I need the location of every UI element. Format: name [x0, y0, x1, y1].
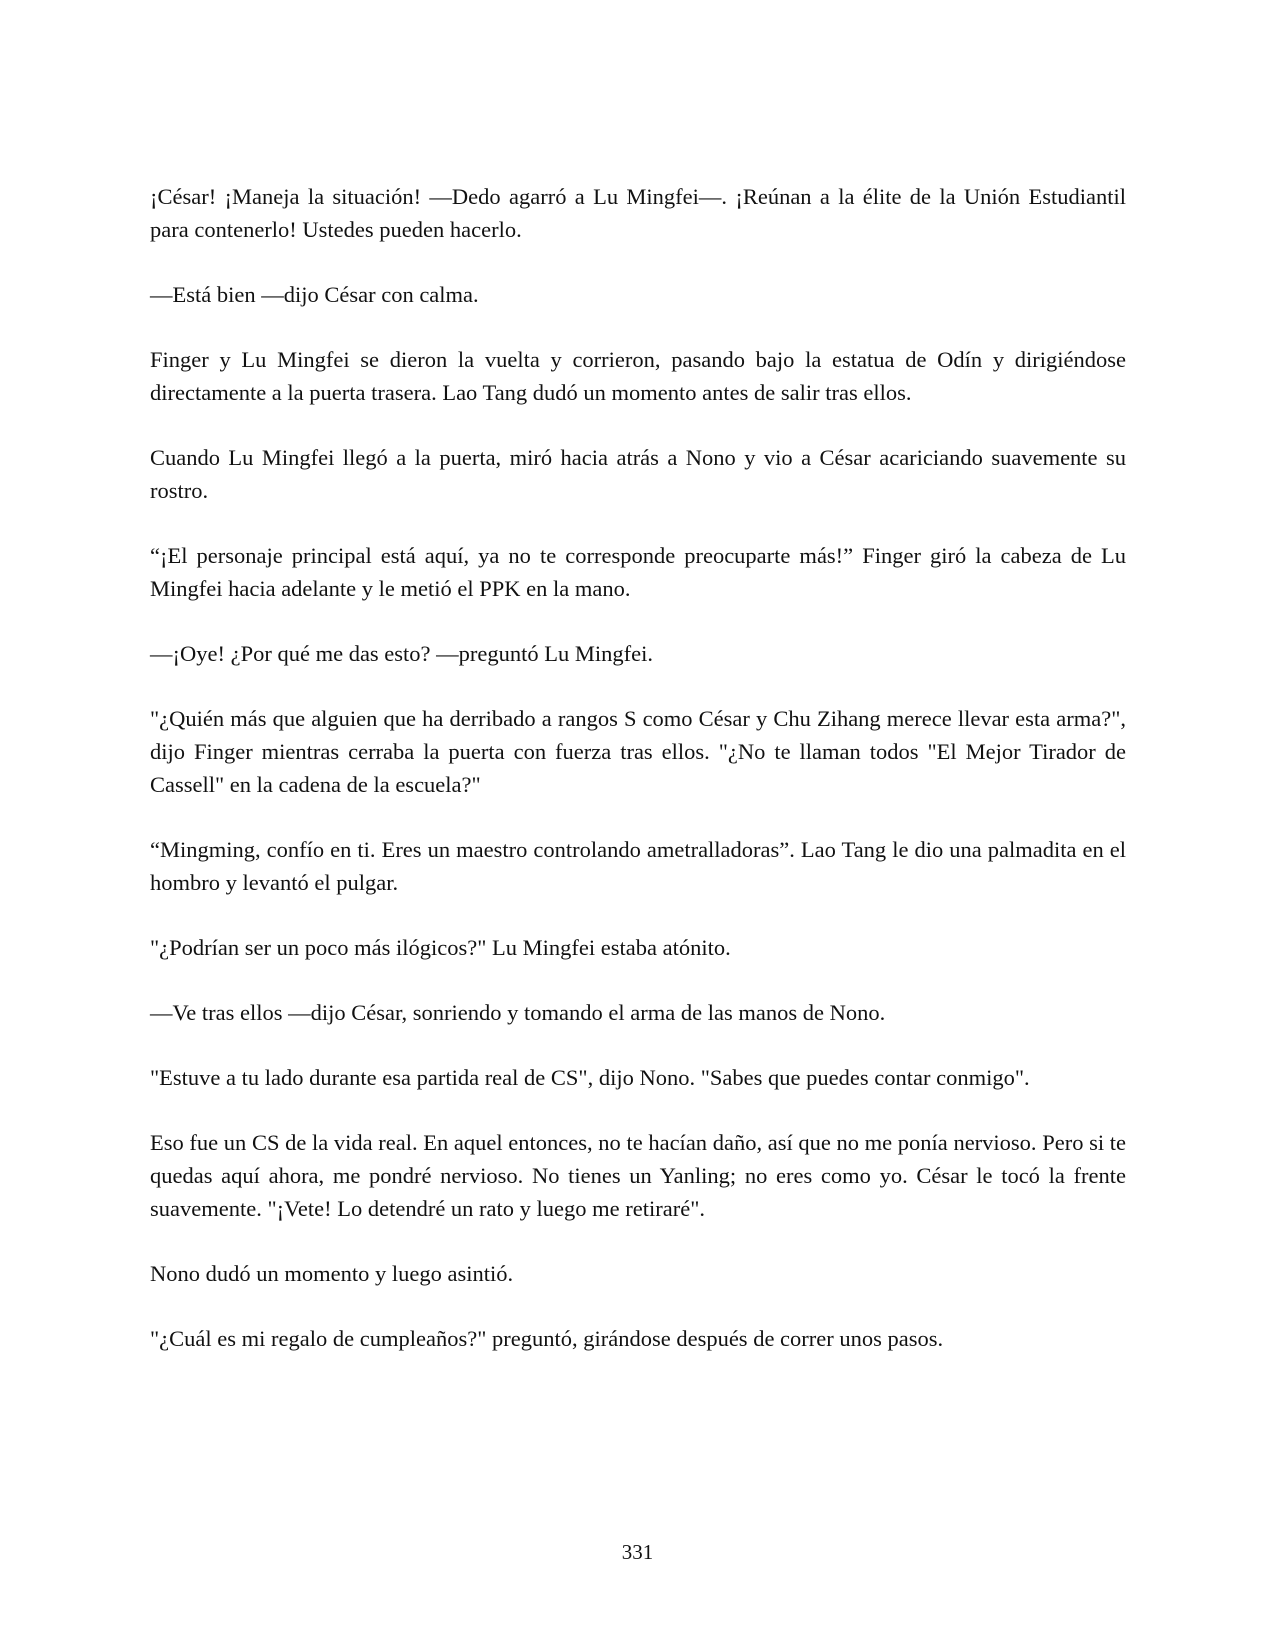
- paragraph: Cuando Lu Mingfei llegó a la puerta, miró hacia atrás a Nono y vio a César acariciando suavemente su rostro.: [150, 445, 1126, 503]
- page-number: 331: [621, 1540, 654, 1564]
- paragraph: “Mingming, confío en ti. Eres un maestro controlando ametralladoras”. Lao Tang le dio una palmadita en el hombro y levantó el pulgar.: [150, 837, 1126, 895]
- paragraph: Eso fue un CS de la vida real. En aquel entonces, no te hacían daño, así que no me ponía nervioso. Pero si te quedas aquí ahora, me pondré nervioso. No tienes un Yanling; no eres como yo. César le tocó la frente suavemente. "¡Vete! Lo detendré un rato y luego me retiraré".: [150, 1130, 1126, 1221]
- paragraph: "¿Cuál es mi regalo de cumpleaños?" preguntó, girándose después de correr unos pasos.: [150, 1326, 944, 1351]
- paragraph: —Ve tras ellos —dijo César, sonriendo y tomando el arma de las manos de Nono.: [150, 1000, 886, 1025]
- paragraph: "Estuve a tu lado durante esa partida real de CS", dijo Nono. "Sabes que puedes contar conmigo".: [150, 1065, 1030, 1090]
- paragraph: —Está bien —dijo César con calma.: [150, 282, 479, 307]
- paragraph: "¿Quién más que alguien que ha derribado a rangos S como César y Chu Zihang merece llevar esta arma?", dijo Finger mientras cerraba la puerta con fuerza tras ellos. "¿No te llaman todos "El Mejor Tirador de Cassell" en la cadena de la escuela?": [150, 706, 1126, 797]
- paragraph: "¿Podrían ser un poco más ilógicos?" Lu Mingfei estaba atónito.: [150, 935, 731, 960]
- paragraph: “¡El personaje principal está aquí, ya no te corresponde preocuparte más!” Finger giró la cabeza de Lu Mingfei hacia adelante y le metió el PPK en la mano.: [150, 543, 1126, 601]
- page-body: [150, 180, 1126, 1387]
- paragraph: —¡Oye! ¿Por qué me das esto? —preguntó Lu Mingfei.: [150, 641, 653, 666]
- paragraph: Nono dudó un momento y luego asintió.: [150, 1261, 514, 1286]
- paragraph: Finger y Lu Mingfei se dieron la vuelta y corrieron, pasando bajo la estatua de Odín y dirigiéndose directamente a la puerta trasera. Lao Tang dudó un momento antes de salir tras ellos.: [150, 347, 1126, 405]
- paragraph: ¡César! ¡Maneja la situación! —Dedo agarró a Lu Mingfei—. ¡Reúnan a la élite de la Unión Estudiantil para contenerlo! Ustedes pueden hacerlo.: [150, 184, 1126, 242]
